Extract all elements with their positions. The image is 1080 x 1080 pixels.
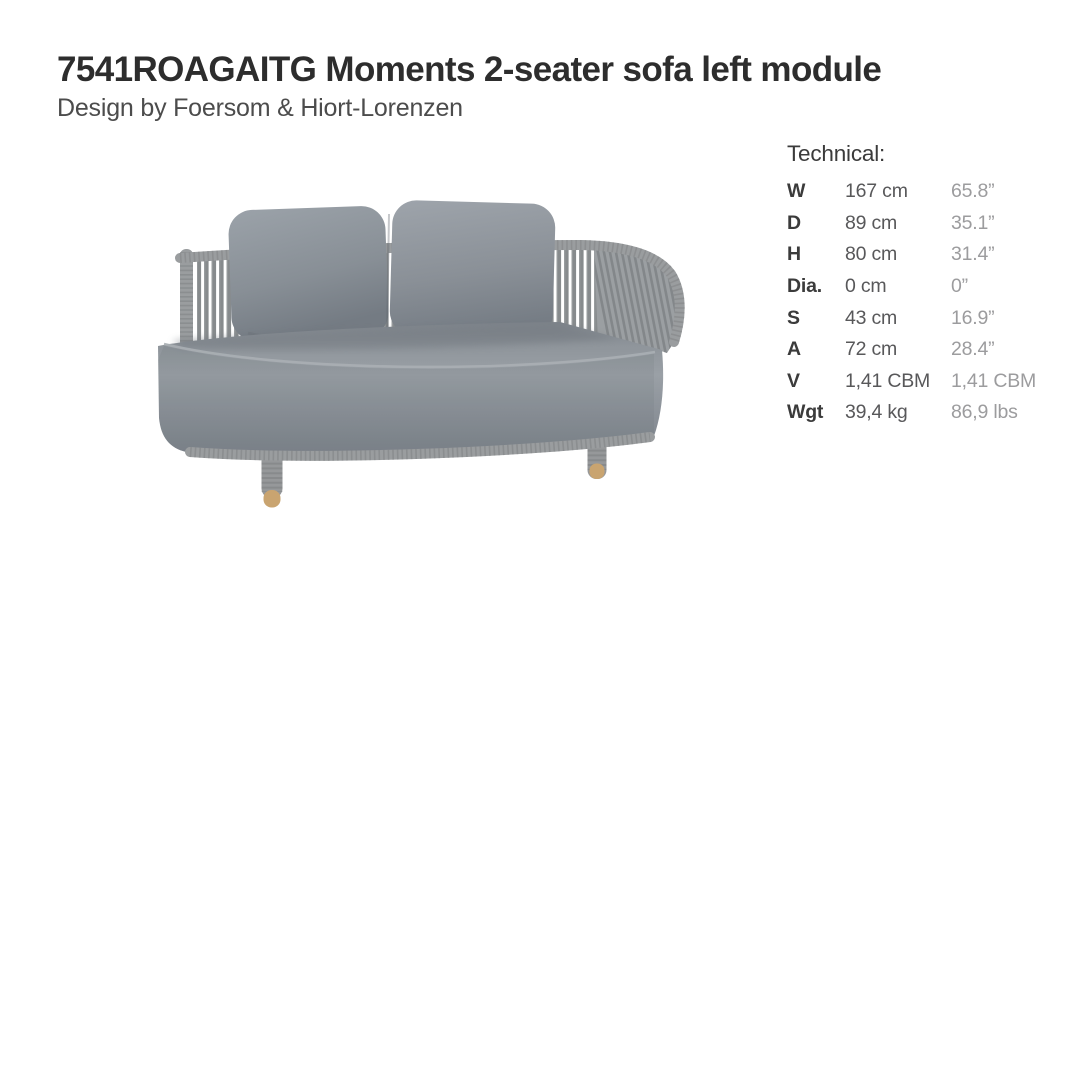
spec-metric: 0 cm bbox=[845, 275, 887, 298]
spec-row-height bbox=[787, 239, 1047, 271]
back-left-post bbox=[180, 249, 193, 353]
spec-label: Dia. bbox=[787, 275, 822, 298]
spec-metric: 1,41 CBM bbox=[845, 369, 931, 392]
spec-metric: 72 cm bbox=[845, 338, 898, 361]
spec-row-depth bbox=[787, 208, 1047, 240]
spec-imperial: 35.1” bbox=[951, 211, 995, 234]
spec-label: S bbox=[787, 306, 800, 329]
spec-metric: 89 cm bbox=[845, 211, 898, 234]
spec-metric: 43 cm bbox=[845, 306, 898, 329]
spec-row-diameter bbox=[787, 271, 1047, 303]
spec-imperial: 31.4” bbox=[951, 243, 995, 266]
spec-imperial: 1,41 CBM bbox=[951, 369, 1037, 392]
spec-table bbox=[787, 176, 1047, 429]
spec-imperial: 65.8” bbox=[951, 180, 995, 203]
product-designer: Design by Foersom & Hiort-Lorenzen bbox=[57, 94, 463, 122]
spec-row-armrest-height bbox=[787, 334, 1047, 366]
teak-foot-left bbox=[264, 490, 281, 508]
spec-label: D bbox=[787, 211, 801, 234]
technical-heading: Technical: bbox=[787, 141, 886, 166]
spec-imperial: 28.4” bbox=[951, 338, 995, 361]
spec-row-weight bbox=[787, 397, 1047, 429]
product-title: 7541ROAGAITG Moments 2-seater sofa left module bbox=[57, 50, 882, 89]
spec-row-width bbox=[787, 176, 1047, 208]
spec-imperial: 0” bbox=[951, 275, 968, 298]
spec-row-volume bbox=[787, 366, 1047, 398]
spec-row-seat-height bbox=[787, 302, 1047, 334]
spec-metric: 80 cm bbox=[845, 243, 898, 266]
back-cushion-right bbox=[389, 200, 556, 339]
spec-imperial: 16.9” bbox=[951, 306, 995, 329]
teak-foot-right bbox=[590, 464, 605, 480]
sofa-illustration bbox=[150, 190, 710, 520]
spec-metric: 167 cm bbox=[845, 180, 908, 203]
header bbox=[57, 50, 1037, 123]
technical-section bbox=[787, 140, 1047, 429]
spec-label: V bbox=[787, 369, 800, 392]
spec-label: H bbox=[787, 243, 801, 266]
seat-cushion bbox=[158, 322, 663, 454]
product-image bbox=[150, 190, 710, 520]
back-cushion-left bbox=[228, 205, 389, 341]
spec-metric: 39,4 kg bbox=[845, 401, 908, 424]
spec-label: Wgt bbox=[787, 401, 824, 424]
spec-label: A bbox=[787, 338, 801, 361]
spec-label: W bbox=[787, 180, 806, 203]
spec-imperial: 86,9 lbs bbox=[951, 401, 1018, 424]
